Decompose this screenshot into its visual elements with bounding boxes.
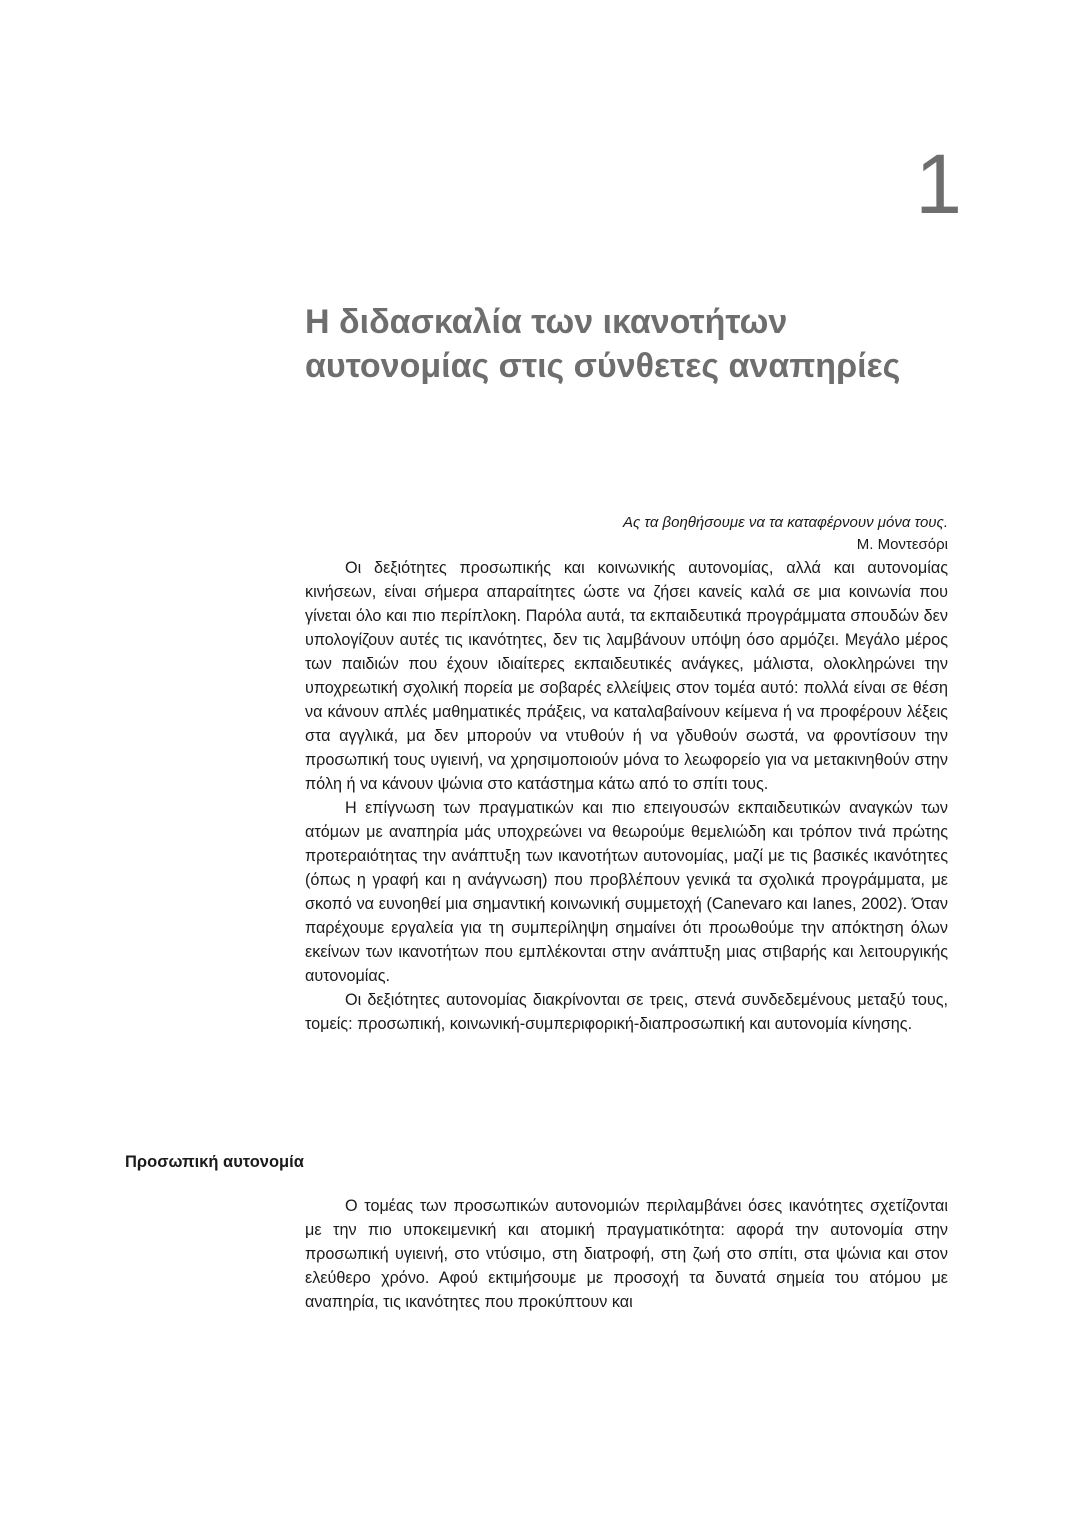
chapter-title <box>305 300 965 388</box>
chapter-intro-text <box>305 556 948 1036</box>
body-paragraph-3: Οι δεξιότητες αυτονομίας διακρίνονται σε τρεις, στενά συνδεδεμένους μεταξύ τους, τομείς: προσωπική, κοινωνική-συμπεριφορική-διαπροσωπική και αυτονομία κίνησης. <box>305 991 948 1033</box>
chapter-title-line-2: αυτονομίας στις σύνθετες αναπηρίες <box>305 347 901 385</box>
epigraph-author: Μ. Μοντεσόρι <box>856 536 948 553</box>
chapter-title-line-1: Η διδασκαλία των ικανοτήτων <box>305 303 788 341</box>
section-heading: Προσωπική αυτονομία <box>125 1153 304 1171</box>
epigraph <box>305 512 948 556</box>
chapter-number: 1 <box>915 137 962 231</box>
epigraph-quote: Ας τα βοηθήσουμε να τα καταφέρνουν μόνα τους. <box>622 514 948 531</box>
body-paragraph-2: Η επίγνωση των πραγματικών και πιο επειγουσών εκπαιδευτικών αναγκών των ατόμων με αναπηρία μάς υποχρεώνει να θεωρούμε θεμελιώδη και τρόπον τινά πρώτης προτεραιότητας την ανάπτυξη των ικανοτήτων αυτονομίας, μαζί με τις βασικές ικανότητες (όπως η γραφή και η ανάγνωση) που προβλέπουν γενικά τα σχολικά προγράμματα, με σκοπό να ευνοηθεί μια σημαντική κοινωνική συμμετοχή (Canevaro και Ianes, 2002). Όταν παρέχουμε εργαλεία για τη συμπερίληψη σημαίνει ότι προωθούμε την απόκτηση όλων εκείνων των ικανοτήτων που εμπλέκονται στην ανάπτυξη μιας στιβαρής και λειτουργικής αυτονομίας. <box>305 799 948 985</box>
section-text <box>305 1194 948 1314</box>
body-paragraph-1: Οι δεξιότητες προσωπικής και κοινωνικής αυτονομίας, αλλά και αυτονομίας κινήσεων, είναι σήμερα απαραίτητες ώστε να ζήσει κανείς καλά σε μια κοινωνία που γίνεται όλο και πιο περίπλοκη. Παρόλα αυτά, τα εκπαιδευτικά προγράμματα σπουδών δεν υπολογίζουν αυτές τις ικανότητες, δεν τις λαμβάνουν υπόψη όσο αρμόζει. Μεγάλο μέρος των παιδιών που έχουν ιδιαίτερες εκπαιδευτικές ανάγκες, μάλιστα, ολοκληρώνει την υποχρεωτική σχολική πορεία με σοβαρές ελλείψεις στον τομέα αυτό: πολλά είναι σε θέση να κάνουν απλές μαθηματικές πράξεις, να καταλαβαίνουν κείμενα ή να προφέρουν λέξεις στα αγγλικά, μα δεν μπορούν να ντυθούν ή να γδυθούν σωστά, να φροντίσουν την προσωπική τους υγιεινή, να χρησιμοποιούν μόνα το λεωφορείο για να μετακινηθούν στην πόλη ή να κάνουν ψώνια στο κατάστημα κάτω από το σπίτι τους. <box>305 559 948 793</box>
section-paragraph: Ο τομέας των προσωπικών αυτονομιών περιλαμβάνει όσες ικανότητες σχετίζονται με την πιο υποκειμενική και ατομική πραγματικότητα: αφορά την αυτονομία στην προσωπική υγιεινή, στο ντύσιμο, στη διατροφή, στη ζωή στο σπίτι, στα ψώνια και στον ελεύθερο χρόνο. Αφού εκτιμήσουμε με προσοχή τα δυνατά σημεία του ατόμου με αναπηρία, τις ικανότητες που προκύπτουν και <box>305 1197 948 1311</box>
